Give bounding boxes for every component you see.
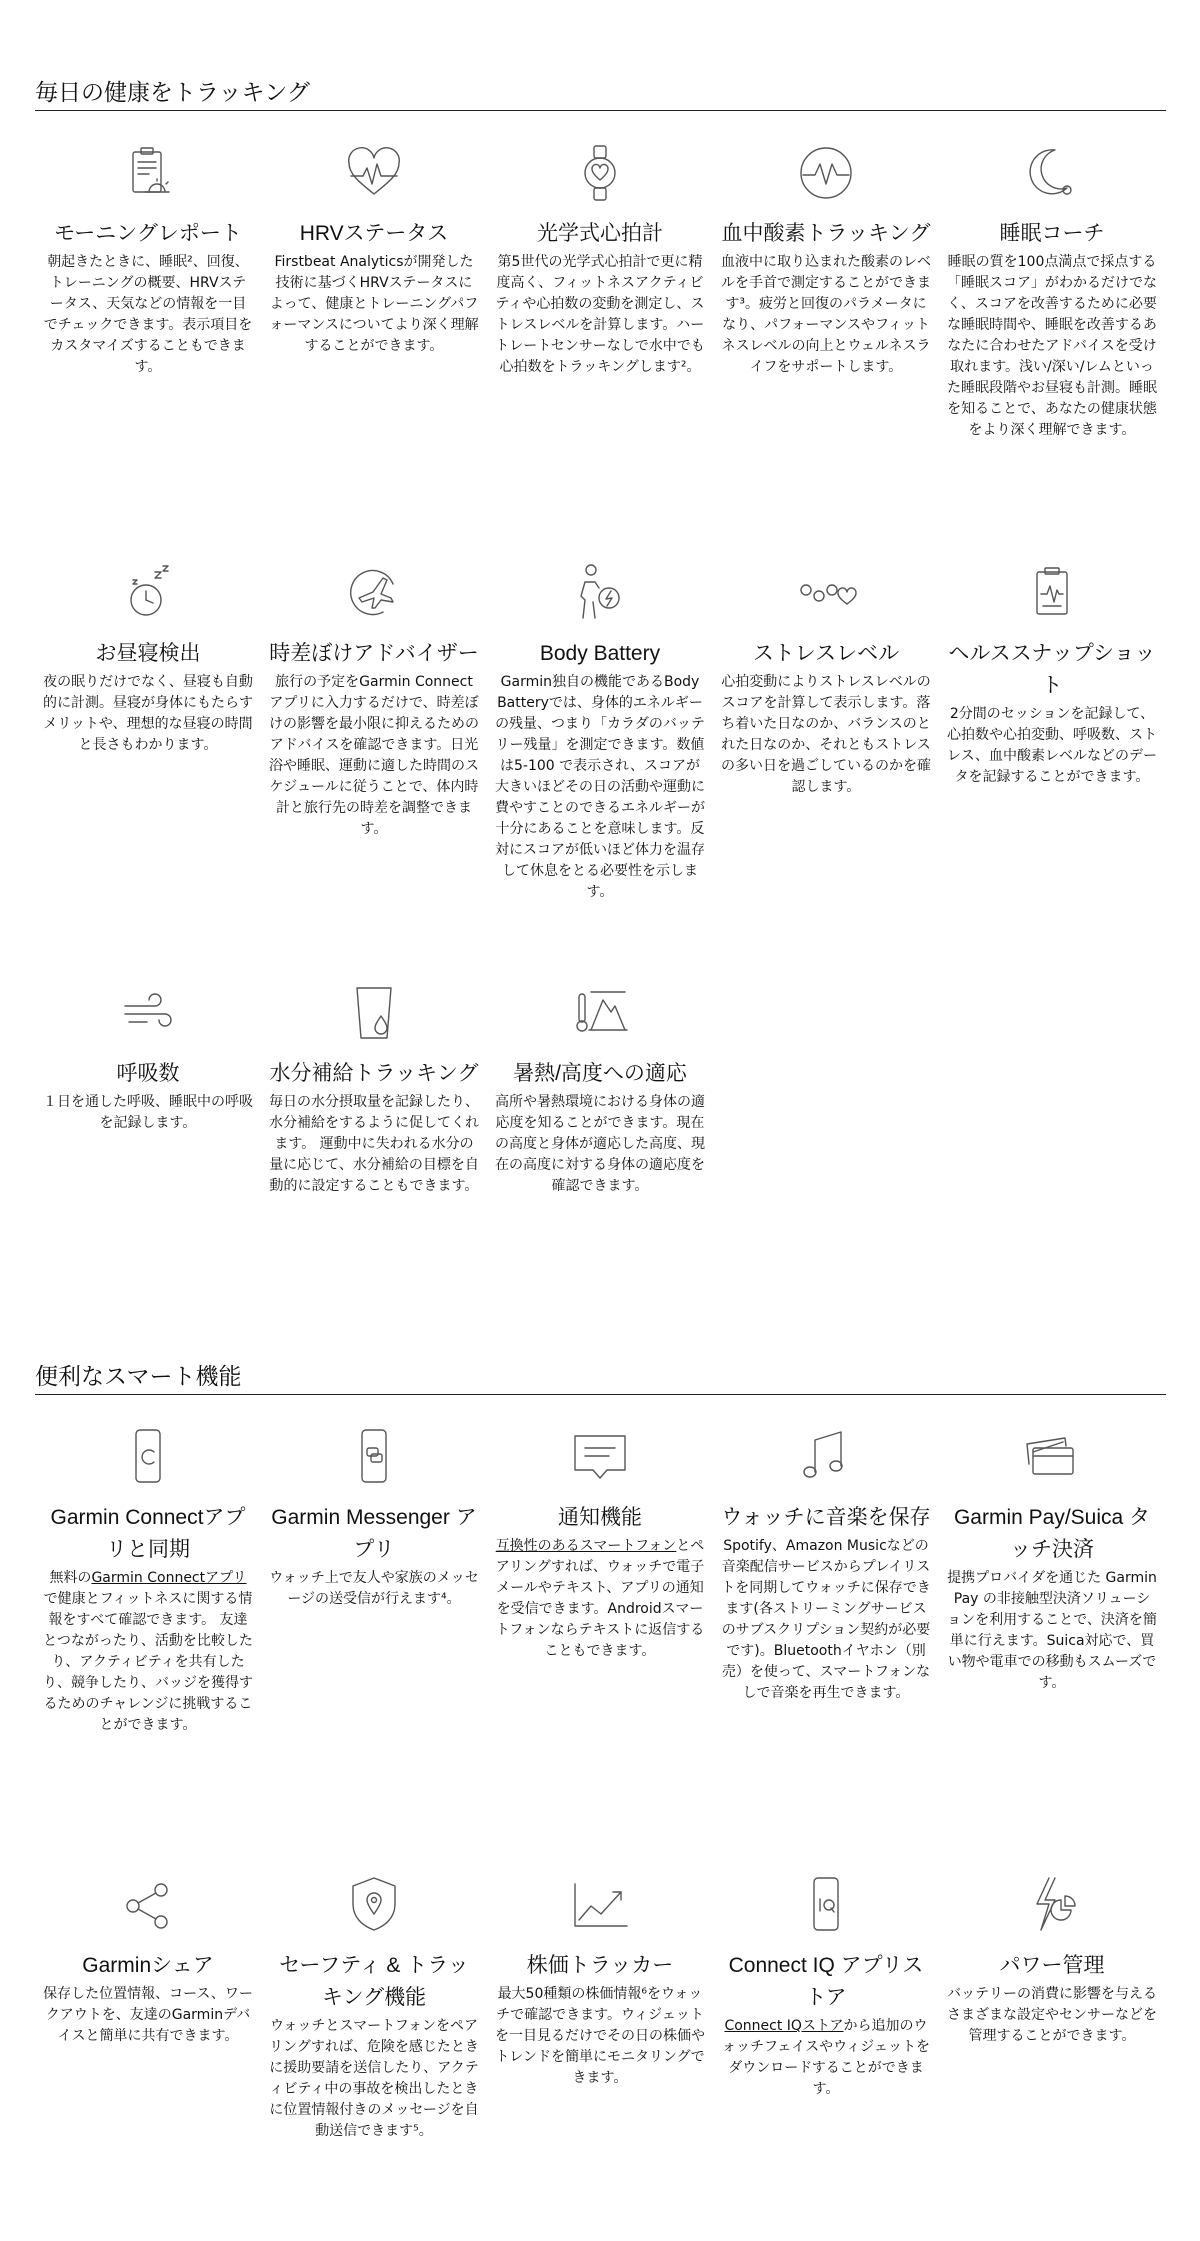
feature-desc: 2分間のセッションを記録して、心拍数や心拍変動、呼吸数、ストレス、血中酸素レベルなどのデータを記録することができます。 xyxy=(947,706,1157,785)
feature-title: 睡眠コーチ xyxy=(999,222,1105,245)
feature-notifications xyxy=(487,1422,713,1736)
feature-jet-lag xyxy=(261,558,487,903)
feature-desc: 夜の眠りだけでなく、昼寝も自動的に計測。昼寝が身体にもたらすメリットや、理想的な昼寝の時間と長さもわかります。 xyxy=(43,674,253,753)
feature-desc: 血液中に取り込まれた酸素のレベルを手首で測定することができます³。疲労と回復のパラメータになり、パフォーマンスやフィットネスレベルの向上とウェルネスライフをサポートします。 xyxy=(721,254,931,375)
feature-heat-altitude xyxy=(487,978,713,1197)
sleep-moon-icon xyxy=(1017,138,1087,208)
safety-shield-icon xyxy=(339,1870,409,1940)
feature-desc: 提携プロバイダを通じた Garmin Pay の非接触型決済ソリューションを利用することで、決済を簡単に行えます。Suica対応で、買い物や電車での移動もスムーズです。 xyxy=(947,1570,1157,1691)
feature-desc: Connect IQストアから追加のウォッチフェイスやウィジェットをダウンロードすることができます。 xyxy=(721,2018,931,2097)
heat-altitude-icon xyxy=(565,978,635,1048)
feature-title: Body Battery xyxy=(539,642,661,665)
stock-chart-icon xyxy=(565,1870,635,1940)
feature-hrv-status xyxy=(261,138,487,441)
feature-morning-report xyxy=(35,138,261,441)
feature-desc: 旅行の予定をGarmin Connectアプリに入力するだけで、時差ぼけの影響を最小限に抑えるためのアドバイスを確認できます。日光浴や睡眠、運動に適した時間のスケジュールに従うことで、体内時計と旅行先の時差を調整できます。 xyxy=(269,674,479,837)
feature-garmin-connect xyxy=(35,1422,261,1736)
health-row-1 xyxy=(35,138,1166,441)
feature-desc: 高所や暑熱環境における身体の適応度を知ることができます。現在の高度と身体が適応した高度、現在の高度に対する身体の適応度を確認できます。 xyxy=(495,1094,705,1194)
feature-title: Garminシェア xyxy=(82,1954,214,1977)
feature-title: Connect IQ アプリストア xyxy=(728,1954,924,2009)
feature-desc: 互換性のあるスマートフォンとペアリングすれば、ウォッチで電子メールやテキスト、アプリの通知を受信できます。Androidスマートフォンならテキストに返信することもできます。 xyxy=(495,1538,705,1659)
feature-garmin-pay xyxy=(939,1422,1165,1736)
feature-desc: 無料のGarmin Connectアプリで健康とフィットネスに関する情報をすべて確認できます。 友達とつながったり、活動を比較したり、アクティビティを共有したり、競争したり、バッジを獲得するためのチャレンジに挑戦することができます。 xyxy=(43,1570,253,1733)
feature-body-battery xyxy=(487,558,713,903)
watch-heart-icon xyxy=(565,138,635,208)
health-row-3 xyxy=(35,978,1166,1197)
feature-desc: 最大50種類の株価情報⁶をウォッチで確認できます。ウィジェットを一目見るだけでその日の株価やトレンドを簡単にモニタリングできます。 xyxy=(495,1986,705,2086)
respiration-wind-icon xyxy=(113,978,183,1048)
feature-title: 暑熱/高度への適応 xyxy=(513,1062,687,1085)
jet-lag-icon xyxy=(339,558,409,628)
compatible-phone-link[interactable]: 互換性のあるスマートフォン xyxy=(495,1538,677,1554)
garmin-connect-app-link[interactable]: Garmin Connectアプリ xyxy=(91,1570,247,1586)
feature-desc: １日を通した呼吸、睡眠中の呼吸を記録します。 xyxy=(43,1094,253,1131)
feature-title: ウォッチに音楽を保存 xyxy=(721,1506,931,1529)
health-row-2 xyxy=(35,558,1166,903)
share-icon xyxy=(113,1870,183,1940)
smart-row-2 xyxy=(35,1870,1166,2142)
body-battery-icon xyxy=(565,558,635,628)
feature-title: ストレスレベル xyxy=(752,642,900,665)
feature-title: モーニングレポート xyxy=(54,222,242,245)
feature-title: ヘルススナップショット xyxy=(948,642,1156,697)
feature-desc: 睡眠の質を100点満点で採点する「睡眠スコア」がわかるだけでなく、スコアを改善するために必要な睡眠時間や、睡眠を改善するあなたに合わせたアドバイスを受け取れます。浅い/深い/レムといった睡眠段階やお昼寝も計測。睡眠を知ることで、あなたの健康状態をより深く理解できます。 xyxy=(947,254,1157,438)
feature-title: 時差ぼけアドバイザー xyxy=(269,642,479,665)
section-title: 毎日の健康をトラッキング xyxy=(35,78,1166,111)
stress-level-icon xyxy=(791,558,861,628)
feature-desc: 心拍変動によりストレスレベルのスコアを計算して表示します。落ち着いた日なのか、バランスのとれた日なのか、それともストレスの多い日を過ごしているのかを確認します。 xyxy=(721,674,931,795)
feature-stress-level xyxy=(713,558,939,903)
heart-pulse-icon xyxy=(339,138,409,208)
feature-stock-tracker xyxy=(487,1870,713,2142)
feature-health-snapshot xyxy=(939,558,1165,903)
section-title: 便利なスマート機能 xyxy=(35,1362,1166,1395)
feature-desc: Spotify、Amazon Musicなどの音楽配信サービスからプレイリストを同期してウォッチに保存できます(各ストリーミングサービスのサブスクリプション契約が必要です)。Bluetoothイヤホン（別売）を使って、スマートフォンなしで音楽を再生できます。 xyxy=(721,1538,931,1701)
connect-iq-icon xyxy=(791,1870,861,1940)
feature-optical-hr xyxy=(487,138,713,441)
feature-desc: 第5世代の光学式心拍計で更に精度高く、フィットネスアクティビティや心拍数の変動を測定し、ストレスレベルを計算します。ハートレートセンサーなしで水中でも心拍数をトラッキングします²。 xyxy=(495,254,705,375)
feature-desc: ウォッチとスマートフォンをペアリングすれば、危険を感じたときに援助要請を送信したり、アクティビティ中の事故を検出したときに位置情報付きのメッセージを自動送信できます⁵。 xyxy=(269,2018,479,2139)
feature-title: 通知機能 xyxy=(558,1506,642,1529)
feature-pulse-ox xyxy=(713,138,939,441)
feature-desc: ウォッチ上で友人や家族のメッセージの送受信が行えます⁴。 xyxy=(269,1570,479,1607)
feature-title: Garmin Messenger アプリ xyxy=(271,1506,477,1561)
feature-title: 血中酸素トラッキング xyxy=(721,222,931,245)
feature-desc: Garmin独自の機能であるBody Batteryでは、身体的エネルギーの残量、つまり「カラダのバッテリー残量」を測定できます。数値は5-100 で表示され、スコアが大きいほどその日の活動や運動に費やすことのできるエネルギーが十分にあることを意味します。反対にスコアが低いほど体力を温存して休息をとる必要性を示します。 xyxy=(495,674,705,900)
feature-title: 光学式心拍計 xyxy=(537,222,663,245)
feature-power-manager xyxy=(939,1870,1165,2142)
phone-connect-icon xyxy=(113,1422,183,1492)
feature-title: HRVステータス xyxy=(299,222,449,245)
notification-icon xyxy=(565,1422,635,1492)
feature-sleep-coach xyxy=(939,138,1165,441)
feature-desc: 毎日の水分摂取量を記録したり、水分補給をするように促してくれます。 運動中に失われる水分の量に応じて、水分補給の目標を自動的に設定することもできます。 xyxy=(269,1094,479,1194)
feature-respiration xyxy=(35,978,261,1197)
feature-garmin-messenger xyxy=(261,1422,487,1736)
feature-title: 株価トラッカー xyxy=(526,1954,674,1977)
feature-hydration xyxy=(261,978,487,1197)
connect-iq-store-link[interactable]: Connect IQストア xyxy=(724,2018,844,2034)
feature-desc: バッテリーの消費に影響を与えるさまざまな設定やセンサーなどを管理することができます。 xyxy=(947,1986,1157,2044)
feature-connect-iq xyxy=(713,1870,939,2142)
health-section xyxy=(35,78,1166,1194)
smart-section xyxy=(35,1362,1166,2139)
feature-title: パワー管理 xyxy=(999,1954,1105,1977)
feature-music xyxy=(713,1422,939,1736)
smart-row-1 xyxy=(35,1422,1166,1736)
phone-messenger-icon xyxy=(339,1422,409,1492)
feature-desc: 保存した位置情報、コース、ワークアウトを、友達のGarminデバイスと簡単に共有できます。 xyxy=(43,1986,253,2044)
feature-title: セーフティ & トラッキング機能 xyxy=(279,1954,469,2009)
nap-watch-icon xyxy=(113,558,183,628)
clipboard-sun-icon xyxy=(113,138,183,208)
feature-desc: Firstbeat Analyticsが開発した技術に基づくHRVステータスによって、健康とトレーニングパフォーマンスについてより深く理解することができます。 xyxy=(269,254,479,354)
pulse-ox-icon xyxy=(791,138,861,208)
power-manager-icon xyxy=(1017,1870,1087,1940)
feature-title: 呼吸数 xyxy=(116,1062,180,1085)
health-snapshot-icon xyxy=(1017,558,1087,628)
feature-title: Garmin Connectアプリと同期 xyxy=(50,1506,246,1561)
feature-desc: 朝起きたときに、睡眠²、回復、トレーニングの概要、HRVステータス、天気などの情報を一目でチェックできます。表示項目をカスタマイズすることもできます。 xyxy=(43,254,253,375)
hydration-cup-icon xyxy=(339,978,409,1048)
feature-title: 水分補給トラッキング xyxy=(269,1062,479,1085)
feature-nap-detection xyxy=(35,558,261,903)
payment-cards-icon xyxy=(1017,1422,1087,1492)
feature-garmin-share xyxy=(35,1870,261,2142)
music-note-icon xyxy=(791,1422,861,1492)
feature-safety-tracking xyxy=(261,1870,487,2142)
feature-title: お昼寝検出 xyxy=(95,642,201,665)
feature-title: Garmin Pay/Suica タッチ決済 xyxy=(953,1506,1151,1561)
